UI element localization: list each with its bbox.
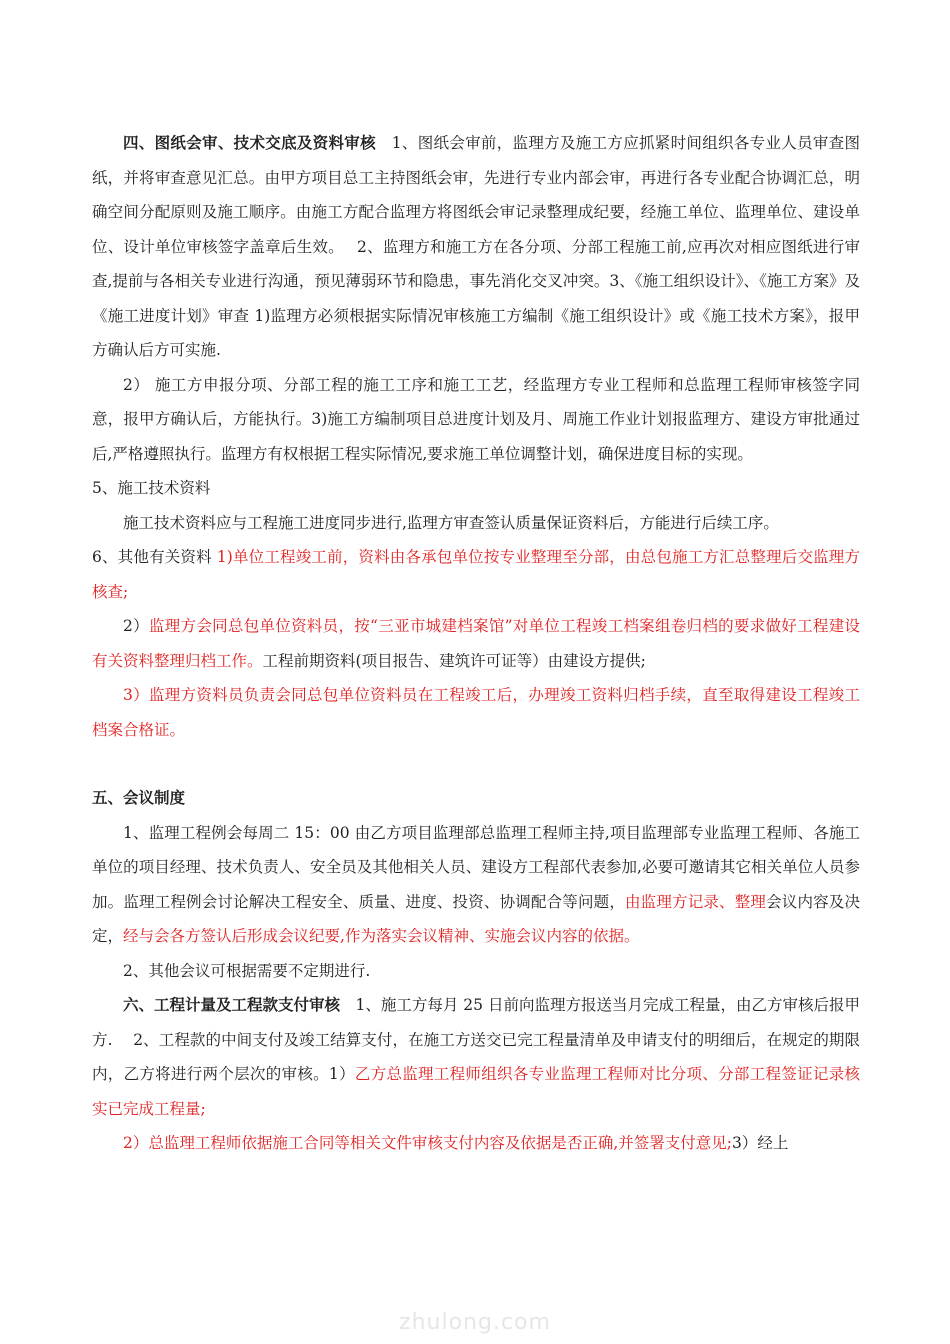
item-5-body: 施工技术资料应与工程施工进度同步进行,监理方审查签认质量保证资料后，方能进行后续工序。 [123, 513, 779, 532]
section-5-red-text-2: 经与会各方签认后形成会议纪要,作为落实会议精神、实施会议内容的依据。 [123, 927, 640, 945]
section-6-red-text-2: 2）总监理工程师依据施工合同等相关文件审核支付内容及依据是否正确,并签署支付意见; [123, 1134, 733, 1152]
item-6-2-red-text: 监理方会同总包单位资料员，按“三亚市城建档案馆”对单位工程竣工档案组卷归档的要求做好工程建设有关资料整理归档工作。 [92, 617, 860, 670]
section-6-heading: 六、工程计量及工程款支付审核 [123, 995, 341, 1014]
section-4-paragraph [92, 126, 860, 368]
section-6-text-2: 3）经上 [732, 1134, 789, 1152]
document-page [92, 126, 860, 1161]
section-4-text: 1、图纸会审前，监理方及施工方应抓紧时间组织各专业人员审查图纸，并将审查意见汇总。由甲方项目总工主持图纸会审，先进行专业内部会审，再进行各专业配合协调汇总，明确空间分配原则及施工顺序。由施工方配合监理方将图纸会审记录整理成纪要，经施工单位、监理单位、建设单位、设计单位审核签字盖章后生效。 2、监理方和施工方在各分项、分部工程施工前,应再次对相应图纸进行审查,提前与各相关专业进行沟通，预见薄弱环节和隐患，事先消化交叉冲突。3、《施工组织设计》、《施工方案》及《施工进度计划》审查 1)监理方必须根据实际情况审核施工方编制《施工组织设计》或《施工技术方案》，报甲方确认后方可实施. [92, 134, 860, 359]
item-6-2-text: 工程前期资料(项目报告、建筑许可证等）由建设方提供; [262, 651, 646, 670]
section-5-heading: 五、会议制度 [92, 788, 186, 807]
section-5-text-2: 会议内容及决定， [92, 892, 860, 945]
item-5-title: 5、施工技术资料 [92, 479, 211, 497]
item-6-red-text: 1)单位工程竣工前，资料由各承包单位按专业整理至分部，由总包施工方汇总整理后交监理方核查; [92, 548, 860, 601]
section-spacer [92, 747, 860, 781]
section-4-paragraph-2: 2） 施工方申报分项、分部工程的施工工序和施工工艺，经监理方专业工程师和总监理工程师审核签字同意，报甲方确认后，方能执行。3)施工方编制项目总进度计划及月、周施工作业计划报监理方、建设方审批通过后,严格遵照执行。监理方有权根据工程实际情况,要求施工单位调整计划，确保进度目标的实现。 [92, 375, 860, 463]
item-6-lead: 6、其他有关资料 [92, 548, 217, 566]
section-5-paragraph-2: 2、其他会议可根据需要不定期进行. [123, 961, 371, 980]
section-6-paragraph [92, 988, 860, 1126]
item-6-2-number: 2） [123, 617, 149, 635]
item-6-2-paragraph [92, 609, 860, 678]
section-6-paragraph-2 [92, 1126, 860, 1161]
watermark: zhulong.com [399, 1310, 551, 1335]
section-4-heading: 四、图纸会审、技术交底及资料审核 [123, 133, 376, 152]
section-6-text: 1、施工方每月 25 日前向监理方报送当月完成工程量，由乙方审核后报甲方. 2、工程款的中间支付及竣工结算支付，在施工方送交已完工程量清单及申请支付的明细后，在规定的期限内，乙方将进行两个层次的审核。1） [92, 996, 860, 1083]
item-6-paragraph [92, 540, 860, 609]
section-5-text-1: 1、监理工程例会每周二 15：00 由乙方项目监理部总监理工程师主持,项目监理部专业监理工程师、各施工单位的项目经理、技术负责人、安全员及其他相关人员、建设方工程部代表参加,必要可邀请其它相关单位人员参加。监理工程例会讨论解决工程安全、质量、进度、投资、协调配合等问题， [92, 823, 860, 911]
section-5-red-text-1: 由监理方记录、整理 [625, 892, 767, 911]
section-5-paragraph [92, 816, 860, 954]
section-6-red-text: 乙方总监理工程师组织各专业监理工程师对比分项、分部工程签证记录核实已完成工程量; [92, 1065, 860, 1118]
item-6-3-paragraph: 3）监理方资料员负责会同总包单位资料员在工程竣工后，办理竣工资料归档手续，直至取得建设工程竣工档案合格证。 [92, 686, 860, 739]
